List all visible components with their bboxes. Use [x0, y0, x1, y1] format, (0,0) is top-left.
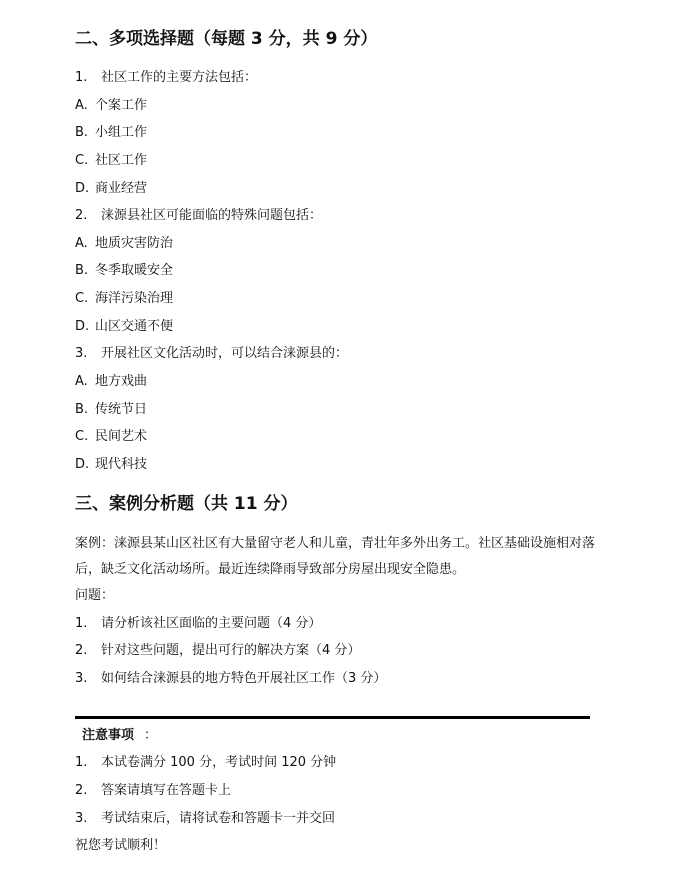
question-text: 请分析该社区面临的主要问题（4 分）: [101, 616, 322, 631]
question-item: [75, 206, 322, 226]
note-number: 1.: [75, 755, 88, 770]
option-text: 小组工作: [95, 125, 148, 140]
question-number: 2.: [75, 208, 88, 223]
option-label: A.: [75, 374, 88, 389]
option-label: D.: [75, 457, 90, 472]
notes-colon: ：: [144, 728, 158, 743]
option-text: 商业经营: [95, 181, 148, 196]
question-number: 3.: [75, 671, 88, 686]
question-number: 1.: [75, 616, 88, 631]
note-text: 答案请填写在答题卡上: [101, 783, 232, 798]
option-text: 现代科技: [95, 457, 148, 472]
option-text: 地质灾害防治: [95, 236, 174, 251]
option-label: D.: [75, 181, 90, 196]
question-number: 1.: [75, 70, 88, 85]
option-text: 海洋污染治理: [95, 291, 174, 306]
option-label: A.: [75, 236, 88, 251]
option-label: D.: [75, 319, 90, 334]
option-item: [75, 179, 147, 199]
question-text: 涞源县社区可能面临的特殊问题包括：: [101, 208, 323, 223]
question-text: 针对这些问题，提出可行的解决方案（4 分）: [101, 643, 361, 658]
option-label: B.: [75, 402, 89, 417]
option-item: [75, 96, 147, 116]
notes-heading: [82, 726, 157, 746]
option-item: [75, 400, 147, 420]
note-item: [75, 753, 336, 773]
option-item: [75, 151, 147, 171]
option-label: B.: [75, 125, 89, 140]
question-text: 如何结合涞源县的地方特色开展社区工作（3 分）: [101, 671, 387, 686]
case-question: [75, 614, 321, 634]
section2-title: 二、多项选择题（每题 3 分，共 9 分）: [75, 29, 378, 49]
option-text: 传统节日: [95, 402, 148, 417]
option-text: 地方戏曲: [95, 374, 148, 389]
option-item: [75, 261, 173, 281]
option-label: C.: [75, 153, 89, 168]
question-text: 社区工作的主要方法包括：: [101, 70, 258, 85]
option-item: [75, 123, 147, 143]
note-number: 2.: [75, 783, 88, 798]
note-item: [75, 809, 335, 829]
question-item: [75, 344, 348, 364]
option-label: A.: [75, 98, 88, 113]
case-text: 案例：涞源县某山区社区有大量留守老人和儿童，青壮年多外出务工。社区基础设施相对落后，缺乏文化活动场所。最近连续降雨导致部分房屋出现安全隐患。: [75, 536, 596, 577]
option-label: B.: [75, 263, 89, 278]
option-text: 民间艺术: [95, 429, 148, 444]
option-label: C.: [75, 291, 89, 306]
question-number: 2.: [75, 643, 88, 658]
option-item: [75, 317, 173, 337]
option-label: C.: [75, 429, 89, 444]
option-text: 冬季取暖安全: [95, 263, 174, 278]
section-divider: [75, 716, 590, 719]
note-item: [75, 781, 231, 801]
question-item: [75, 68, 257, 88]
option-text: 个案工作: [95, 98, 148, 113]
option-item: [75, 372, 147, 392]
option-text: 社区工作: [95, 153, 148, 168]
questions-label: 问题：: [75, 588, 115, 603]
option-item: [75, 289, 173, 309]
question-text: 开展社区文化活动时，可以结合涞源县的：: [101, 346, 349, 361]
option-item: [75, 427, 147, 447]
case-question: [75, 641, 360, 661]
section3-title: 三、案例分析题（共 11 分）: [75, 494, 298, 514]
option-item: [75, 234, 173, 254]
note-number: 3.: [75, 811, 88, 826]
case-question: [75, 669, 386, 689]
question-number: 3.: [75, 346, 88, 361]
option-item: [75, 455, 147, 475]
notes-title: 注意事项: [82, 728, 135, 743]
closing-text: 祝您考试顺利！: [75, 838, 167, 853]
note-text: 考试结束后，请将试卷和答题卡一并交回: [101, 811, 336, 826]
option-text: 山区交通不便: [95, 319, 174, 334]
note-text: 本试卷满分 100 分，考试时间 120 分钟: [101, 755, 337, 770]
